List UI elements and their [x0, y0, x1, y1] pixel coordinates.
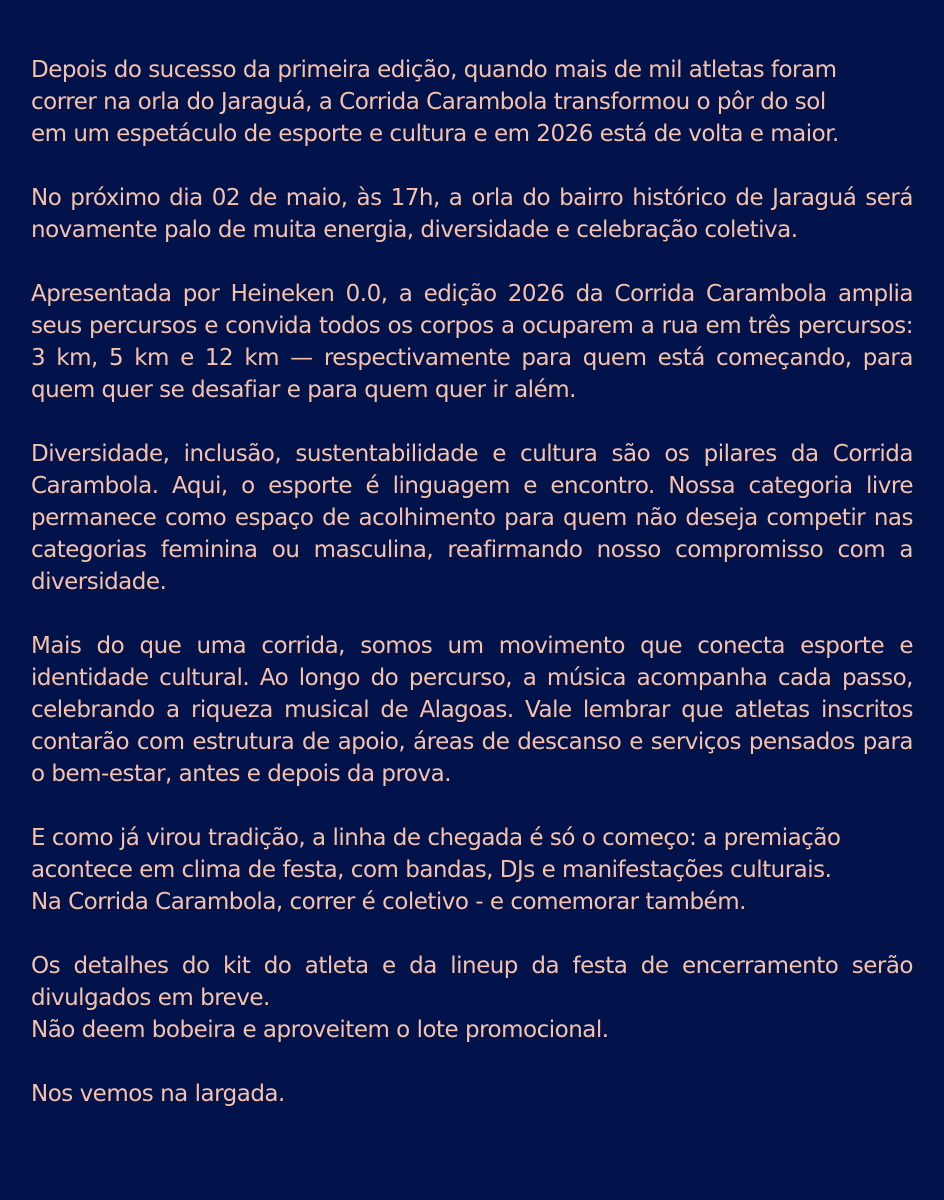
paragraph-celebration-line-2: acontece em clima de festa, com bandas, DJs e manifestações culturais.	[31, 857, 832, 883]
paragraph-closing: Nos vemos na largada.	[31, 1081, 285, 1107]
paragraph-diversity: Diversidade, inclusão, sustentabilidade e cultura são os pilares da Corrida Carambola. Aqui, o esporte é linguagem e encontro. Nossa categoria livre permanece como espaço de acolhimento para quem não deseja competir nas categorias feminina ou masculina, reafirmando nosso compromisso com a diversidade.	[31, 441, 913, 595]
article-body	[31, 54, 913, 1142]
paragraph-celebration	[31, 822, 913, 918]
paragraph-celebration-line-3: Na Corrida Carambola, correr é coletivo - e comemorar também.	[31, 889, 746, 915]
paragraph-routes: Apresentada por Heineken 0.0, a edição 2026 da Corrida Carambola amplia seus percursos e convida todos os corpos a ocuparem a rua em três percursos: 3 km, 5 km e 12 km — respectivamente para quem está começando, para quem quer se desafiar e para quem quer ir além.	[31, 281, 913, 403]
paragraph-intro-line-3: em um espetáculo de esporte e cultura e em 2026 está de volta e maior.	[31, 121, 839, 147]
paragraph-kit-details: Os detalhes do kit do atleta e da lineup da festa de encerramento serão divulgados em breve.	[31, 953, 913, 1011]
paragraph-celebration-line-1: E como já virou tradição, a linha de chegada é só o começo: a premiação	[31, 825, 841, 851]
paragraph-intro-line-2: correr na orla do Jaraguá, a Corrida Carambola transformou o pôr do sol	[31, 89, 826, 115]
paragraph-intro-line-1: Depois do sucesso da primeira edição, quando mais de mil atletas foram	[31, 57, 837, 83]
paragraph-movement: Mais do que uma corrida, somos um movimento que conecta esporte e identidade cultural. Ao longo do percurso, a música acompanha cada passo, celebrando a riqueza musical de Alagoas. Vale lembrar que atletas inscritos contarão com estrutura de apoio, áreas de descanso e serviços pensados para o bem-estar, antes e depois da prova.	[31, 633, 913, 787]
paragraph-promo: Não deem bobeira e aproveitem o lote promocional.	[31, 1017, 609, 1043]
paragraph-intro	[31, 54, 913, 150]
paragraph-event-date: No próximo dia 02 de maio, às 17h, a orla do bairro histórico de Jaraguá será novamente palo de muita energia, diversidade e celebração coletiva.	[31, 185, 913, 243]
